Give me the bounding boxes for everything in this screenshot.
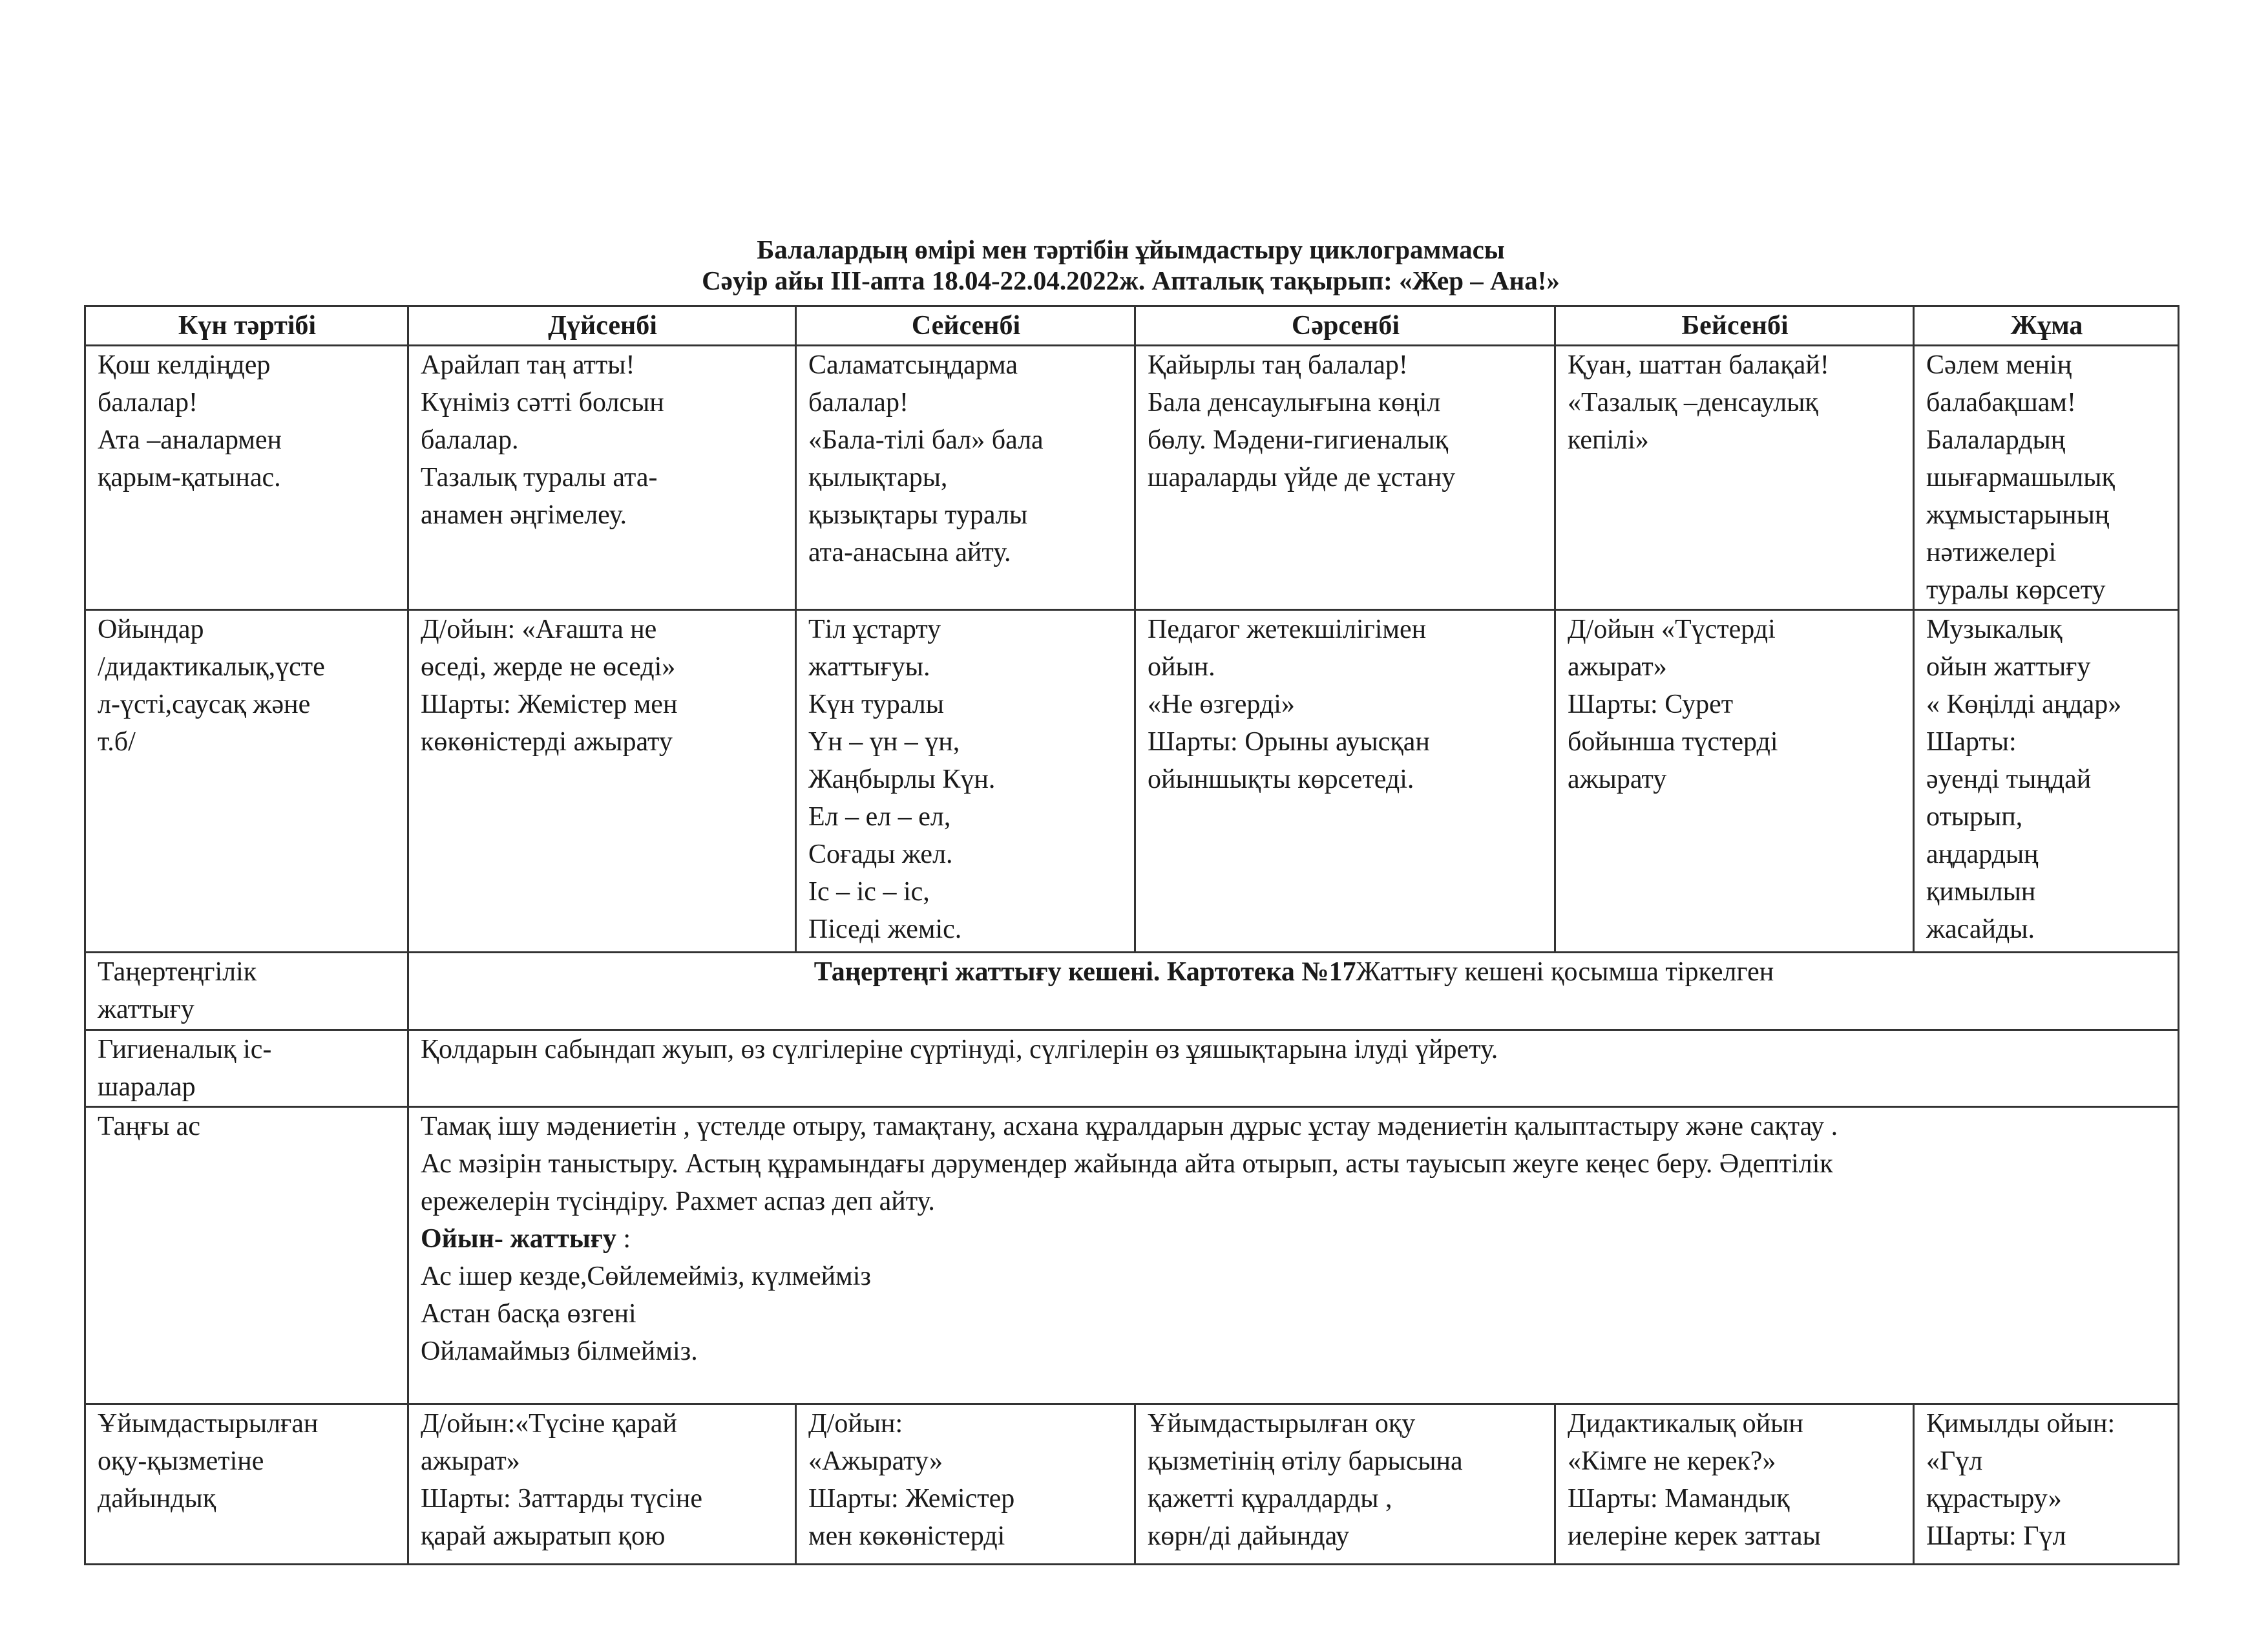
text-line: ойын. (1148, 652, 1215, 682)
text-line: л-үсті,саусақ және (98, 690, 311, 719)
row-label (85, 1030, 408, 1107)
row-label (85, 346, 408, 610)
text-line: Ойындар (98, 615, 204, 644)
text-line: әуенді тыңдай (1926, 765, 2092, 794)
text-line: Д/ойын: (808, 1409, 903, 1439)
text-line: Қимылды ойын: (1926, 1409, 2116, 1439)
cell-tuesday (796, 1404, 1135, 1565)
cell-wednesday (1135, 346, 1555, 610)
text-line: « Көңілді аңдар» (1926, 690, 2122, 719)
breakfast-poem (421, 1258, 2167, 1370)
cell-thursday (1555, 1404, 1914, 1565)
header-friday: Жұма (1914, 306, 2179, 346)
row-label (85, 953, 408, 1030)
text-line: жасайды. (1926, 914, 2035, 944)
text-line: көрн/ді дайындау (1148, 1521, 1350, 1551)
text-line: Астан басқа өзгені (421, 1299, 636, 1329)
text-line: Тіл ұстарту (808, 615, 941, 644)
text-line: Дидактикалық ойын (1568, 1409, 1803, 1439)
text-line: Ел – ел – ел, (808, 802, 951, 832)
text-line: Таңғы ас (98, 1112, 200, 1141)
text-line: ажырату (1568, 765, 1667, 794)
text-line: Педагог жетекшілігімен (1148, 615, 1427, 644)
text-line: «Тазалық –денсаулық (1568, 388, 1818, 417)
text-line: Д/ойын: «Ағашта не (421, 615, 657, 644)
text-line: Үн – үн – үн, (808, 727, 960, 757)
header-schedule: Күн тәртібі (85, 306, 408, 346)
exercise-text: Жаттығу кешені қосымша тіркелген (1356, 957, 1774, 987)
text-line: аңдардың (1926, 840, 2039, 869)
text-line: т.б/ (98, 727, 136, 757)
row-label (85, 1404, 408, 1565)
text-line: қызметінің өтілу барысына (1148, 1446, 1463, 1476)
text-line: мен көкөністерді (808, 1521, 1005, 1551)
text-line: Ұйымдастырылған (98, 1409, 319, 1439)
text-line: дайындық (98, 1484, 216, 1514)
text-line: Ас ішер кезде,Сөйлемейміз, күлмейміз (421, 1262, 871, 1291)
text-line: құрастыру» (1926, 1484, 2062, 1514)
exercise-bold-text: Таңертеңгі жаттығу кешені. Картотека №17 (814, 957, 1356, 987)
text-line: Музыкалық (1926, 615, 2063, 644)
text-line: «Не өзгерді» (1148, 690, 1295, 719)
text-line: қарым-қатынас. (98, 463, 281, 492)
text-line: Сәлем менің (1926, 350, 2072, 380)
text-line: қимылын (1926, 877, 2036, 907)
header-monday: Дүйсенбі (408, 306, 796, 346)
text-line: Ойламаймыз білмейміз. (421, 1336, 698, 1366)
text-line: көкөністерді ажырату (421, 727, 673, 757)
text-line: Піседі жеміс. (808, 914, 962, 944)
text-line: нәтижелері (1926, 538, 2057, 567)
exercise-cell (408, 953, 2179, 1030)
text-line: жаттығу (98, 995, 194, 1024)
row-label (85, 610, 408, 953)
text-line: қажетті құралдарды , (1148, 1484, 1392, 1514)
text-line: Қош келдіңдер (98, 350, 271, 380)
text-line: қылықтары, (808, 463, 948, 492)
text-line: отырып, (1926, 802, 2023, 832)
cell-tuesday (796, 610, 1135, 953)
text-line: Тамақ ішу мәдениетін , үстелде отыру, тамақтану, асхана құралдарын дұрыс ұстау мәдениетін қалыптастыру және сақтау . (421, 1112, 1838, 1141)
cell-wednesday (1135, 610, 1555, 953)
cell-friday (1914, 346, 2179, 610)
cell-monday (408, 610, 796, 953)
game-title: Ойын- жаттығу (421, 1224, 616, 1254)
cyclogram-table (84, 305, 2179, 1565)
text-line: Д/ойын «Түстерді (1568, 615, 1776, 644)
cell-friday (1914, 1404, 2179, 1565)
row-exercise (85, 953, 2179, 1030)
text-line: «Бала-тілі бал» бала (808, 425, 1044, 455)
text-line: балабақшам! (1926, 388, 2076, 417)
document-title (84, 234, 2178, 296)
text-line: «Ажырату» (808, 1446, 943, 1476)
text-line: шаралар (98, 1072, 196, 1102)
cell-friday (1914, 610, 2179, 953)
breakfast-text (421, 1108, 2167, 1220)
text-line: Д/ойын:«Түсіне қарай (421, 1409, 677, 1439)
text-line: «Гүл (1926, 1446, 1983, 1476)
text-line: Ата –аналармен (98, 425, 282, 455)
text-line: иелеріне керек заттаы (1568, 1521, 1821, 1551)
text-line: Жаңбырлы Күн. (808, 765, 996, 794)
title-line-2: Сәуір айы III-апта 18.04-22.04.2022ж. Апталық тақырып: «Жер – Ана!» (702, 266, 1560, 295)
text-line: /дидактикалық,үсте (98, 652, 325, 682)
text-line: анамен әңгімелеу. (421, 500, 627, 530)
text-line: балалар! (808, 388, 908, 417)
text-line: кепілі» (1568, 425, 1649, 455)
text-line: Күніміз сәтті болсын (421, 388, 664, 417)
text-line: Бала денсаулығына көңіл (1148, 388, 1441, 417)
cell-tuesday (796, 346, 1135, 610)
text-line: ажырат» (421, 1446, 520, 1476)
header-tuesday: Сейсенбі (796, 306, 1135, 346)
text-line: Қуан, шаттан балақай! (1568, 350, 1829, 380)
game-colon: : (616, 1224, 631, 1254)
text-line: қызықтары туралы (808, 500, 1028, 530)
text-line: жұмыстарының (1926, 500, 2110, 530)
text-line: оқу-қызметіне (98, 1446, 264, 1476)
cell-thursday (1555, 346, 1914, 610)
text-line: Шарты: Сурет (1568, 690, 1734, 719)
text-line: Шарты: Гүл (1926, 1521, 2066, 1551)
text-line: Шарты: Орыны ауысқан (1148, 727, 1430, 757)
text-line: Гигиеналық іс- (98, 1035, 272, 1064)
header-thursday: Бейсенбі (1555, 306, 1914, 346)
text-line: Таңертеңгілік (98, 957, 257, 987)
row-games (85, 610, 2179, 953)
row-prep (85, 1404, 2179, 1565)
row-breakfast (85, 1107, 2179, 1404)
row-label (85, 1107, 408, 1404)
text-line: Соғады жел. (808, 840, 953, 869)
text-line: Іс – іс – іс, (808, 877, 930, 907)
text-line: шараларды үйде де ұстану (1148, 463, 1456, 492)
text-line: балалар. (421, 425, 519, 455)
text-line: қарай ажыратып қою (421, 1521, 666, 1551)
text-line: Шарты: Заттарды түсіне (421, 1484, 702, 1514)
text-line: Күн туралы (808, 690, 944, 719)
text-line: туралы көрсету (1926, 575, 2106, 605)
cell-monday (408, 1404, 796, 1565)
cell-wednesday (1135, 1404, 1555, 1565)
text-line: ойыншықты көрсетеді. (1148, 765, 1414, 794)
text-line: ойын жаттығу (1926, 652, 2091, 682)
header-row (85, 306, 2179, 346)
game-heading (421, 1220, 2167, 1258)
text-line: ата-анасына айту. (808, 538, 1011, 567)
text-line: Ұйымдастырылған оқу (1148, 1409, 1416, 1439)
text-line: Шарты: Жемістер (808, 1484, 1015, 1514)
text-line: өседі, жерде не өседі» (421, 652, 676, 682)
text-line: жаттығуы. (808, 652, 930, 682)
hygiene-cell: Қолдарын сабындап жуып, өз сүлгілеріне сүртінуді, сүлгілерін өз ұяшықтарына ілуді үйрету. (408, 1030, 2179, 1107)
text-line: Қайырлы таң балалар! (1148, 350, 1408, 380)
cell-monday (408, 346, 796, 610)
text-line: «Кімге не керек?» (1568, 1446, 1776, 1476)
breakfast-cell (408, 1107, 2179, 1404)
text-line: балалар! (98, 388, 198, 417)
text-line: ажырат» (1568, 652, 1667, 682)
text-line: Тазалық туралы ата- (421, 463, 658, 492)
text-line: Шарты: (1926, 727, 2017, 757)
cell-thursday (1555, 610, 1914, 953)
text-line: ережелерін түсіндіру. Рахмет аспаз деп айту. (421, 1187, 935, 1216)
text-line: шығармашылық (1926, 463, 2115, 492)
text-line: Арайлап таң атты! (421, 350, 635, 380)
header-wednesday: Сәрсенбі (1135, 306, 1555, 346)
text-line: Ас мәзірін таныстыру. Астың құрамындағы дәрумендер жайында айта отырып, асты тауысып жеуге кеңес беру. Әдептілік (421, 1149, 1833, 1179)
text-line: Шарты: Жемістер мен (421, 690, 678, 719)
text-line: Саламатсыңдарма (808, 350, 1018, 380)
text-line: Шарты: Мамандық (1568, 1484, 1790, 1514)
title-line-1: Балалардың өмірі мен тәртібін ұйымдастыру циклограммасы (757, 235, 1505, 264)
row-hygiene (85, 1030, 2179, 1107)
text-line: Балалардың (1926, 425, 2066, 455)
text-line: бөлу. Мәдени-гигиеналық (1148, 425, 1449, 455)
row-greeting (85, 346, 2179, 610)
text-line: бойынша түстерді (1568, 727, 1778, 757)
